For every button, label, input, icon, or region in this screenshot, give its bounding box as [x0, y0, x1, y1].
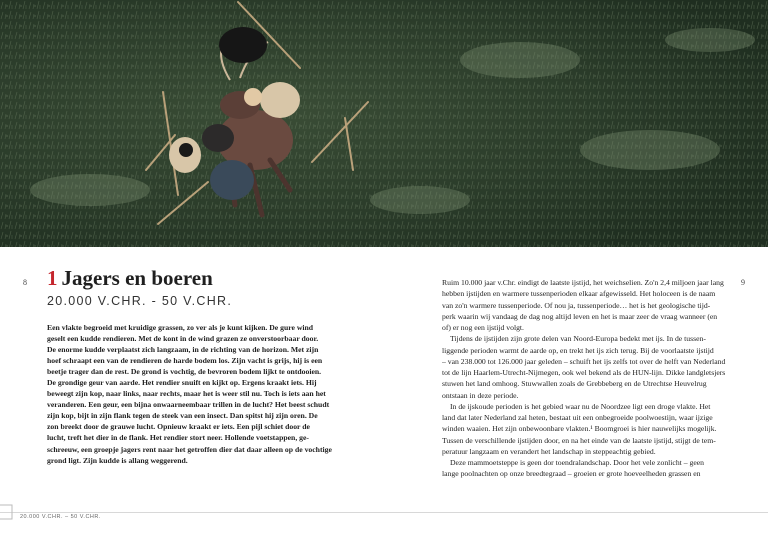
running-footer: 20.000 V.CHR. – 50 V.CHR. — [20, 514, 101, 520]
grass-texture — [0, 0, 768, 247]
intro-paragraph — [47, 322, 336, 466]
intro-line: zon breekt door de grauwe lucht. Opnieuw kraakt er iets. Een pijl schiet door de — [47, 422, 310, 432]
body-line: lange poolnachten op onze breedtegraad – groeien er grote hoeveelheden grassen en — [442, 469, 701, 479]
chapter-number: 1 — [47, 266, 58, 290]
body-line: of) er nog een ijstijd volgt. — [442, 323, 524, 332]
intro-line: lucht, treft het dier in de flank. Het rendier stort neer. Hollende voetstappen, ge- — [47, 433, 309, 443]
body-line: Ruim 10.000 jaar v.Chr. eindigt de laatste ijstijd, het weichselien. Zo'n 2,4 miljoen jaar lang — [442, 278, 724, 287]
right-page-number: 9 — [741, 278, 745, 287]
intro-line: beetje trager dan de rest. De grond is vochtig, de bevroren bodem lijkt te ontdooien. — [47, 367, 322, 377]
body-line: tot de lijn Haarlem-Utrecht-Nijmegen, ook wel bekend als de HUN-lijn. Dikke landgletsjers — [442, 368, 726, 377]
intro-line: Een vlakte begroeid met kruidige grassen, zo ver als je kunt kijken. De gure wind — [47, 323, 314, 332]
intro-line: De enorme kudde verplaatst zich langzaam, in de richting van de horizon. Met zijn — [47, 345, 319, 355]
body-line: peratuur langzaam en verandert het landschap in steppeachtig gebied. — [442, 446, 656, 456]
body-line: ontstaan in deze periode. — [442, 390, 519, 400]
body-text — [442, 277, 728, 480]
body-line: perk waarin wij vandaag de dag nog altijd leven en het is maar zeer de vraag wanneer (en — [442, 311, 718, 321]
body-line: Tussen de verschillende ijstijden door, en na het einde van de laatste ijstijd, stijgt de tem- — [442, 435, 716, 445]
body-line: van zo'n warmere tussenperiode. Of nou ja, tussenperiode… het is het geologische tijd- — [442, 300, 711, 310]
body-line: winden waaien. Het zijn onbewoonbare vlakten.¹ Boomgroei is hier nauwelijks mogelijk. — [442, 424, 717, 434]
chapter-heading — [47, 264, 213, 292]
body-line: Deze mammoetsteppe is geen dor toendralandschap. Door het vele zonlicht – geen — [450, 458, 705, 467]
intro-line: schreeuw, een groepje jagers rent naar het getroffen dier dat daar alleen op de vochtige — [47, 444, 332, 454]
footer-rule — [0, 512, 768, 513]
intro-line: De grondige geur van aarde. Het rendier snuift en kijkt op. Ergens kraakt iets. Hij — [47, 378, 317, 388]
body-line: hebben ijstijden en warmere tussenperioden elkaar afgewisseld. Het holoceen is de naam — [442, 289, 716, 299]
chapter-subtitle: 20.000 V.CHR. - 50 V.CHR. — [47, 294, 233, 308]
body-line: Tijdens de ijstijden zijn grote delen van Noord-Europa bedekt met ijs. In de tussen- — [450, 334, 706, 344]
intro-line: veranderen. Een geur, een bijna onwaarneembaar trillen in de lucht? Het beest schudt — [47, 400, 330, 410]
footer-bracket-mark — [0, 503, 16, 521]
intro-line: hoef schraapt een van de rendieren de harde bodem los. Zijn vacht is grijs, hij is een — [47, 356, 323, 366]
intro-line: geselt een kudde rendieren. Met de kont in de wind grazen ze onverstoorbaar door. — [47, 334, 319, 344]
body-line: In de ijskoude perioden is het gebied waar nu de Noordzee ligt een droge vlakte. Het — [450, 401, 711, 411]
body-line: – van 238.000 tot 126.000 jaar geleden – schuift het ijs zelfs tot over de helft van Nederland — [442, 356, 726, 366]
hero-photo — [0, 0, 768, 247]
intro-line: beweegt zijn kop, naar links, naar rechts, maar het is weer stil nu. Toch is iets aan het — [47, 389, 326, 399]
left-page-number: 8 — [23, 278, 27, 287]
intro-line: zijn kop, bijt in zijn flank tegen de steek van een insect. Dan spitst hij zijn oren. De — [47, 411, 318, 421]
chapter-title: Jagers en boeren — [61, 266, 213, 290]
aerial-hunt-photo — [0, 0, 768, 247]
body-line: stuwen het land omhoog. Stuwwallen zoals de Grebbeberg en de Utrechtse Heuvelrug — [442, 379, 707, 389]
body-line: liggende perioden warmt de aarde op, en trekt het ijs zich terug. Bij de voorlaatste ijstijd — [442, 345, 714, 355]
intro-line: grond ligt. Zijn kudde is allang weggerend. — [47, 455, 188, 465]
body-line: land dat later Nederland zal heten, bestaat uit een onbegroeide poolwoestijn, waar ijzige — [442, 413, 713, 422]
